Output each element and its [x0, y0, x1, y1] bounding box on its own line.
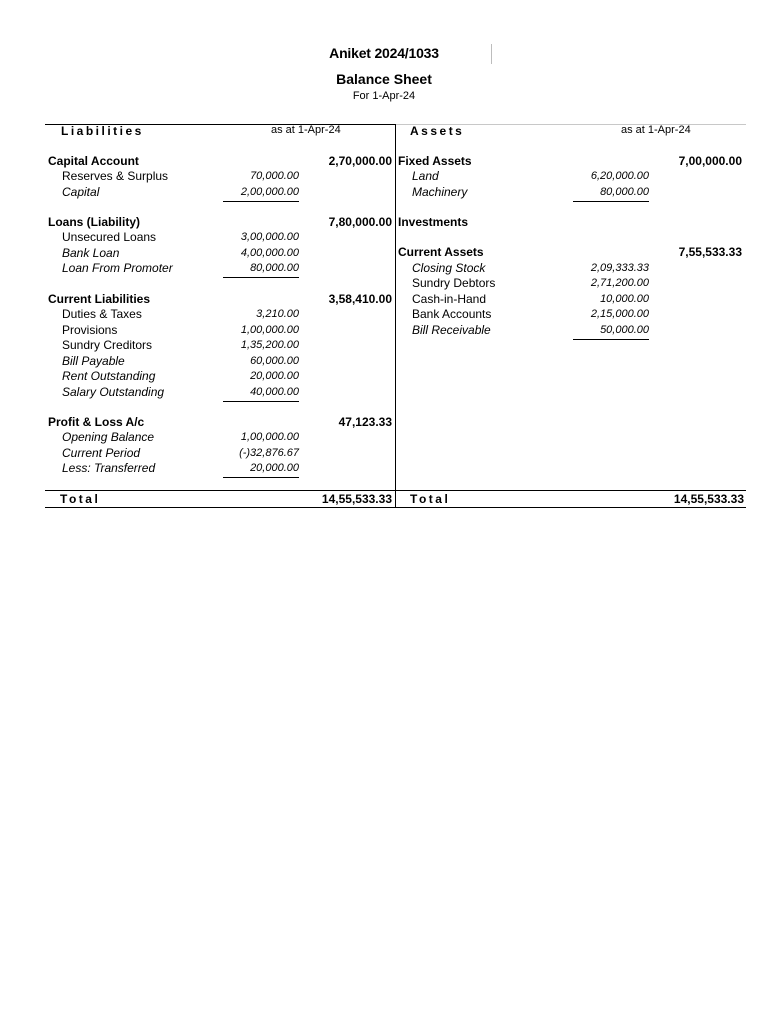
liability-item-amount: 1,35,200.00	[240, 339, 299, 351]
asset-item-amount: 10,000.00	[600, 293, 649, 305]
liability-item-amount: (-)32,876.67	[239, 447, 299, 459]
asset-group-total: 7,00,000.00	[678, 154, 742, 168]
liability-item-amount: 40,000.00	[250, 386, 299, 398]
asset-item-label: Bank Accounts	[412, 307, 492, 321]
asset-item-amount: 2,15,000.00	[590, 308, 649, 320]
subtotal-underline	[573, 201, 649, 202]
asset-item-label: Sundry Debtors	[412, 276, 496, 290]
subtotal-underline	[223, 401, 299, 402]
liabilities-date-heading: as at 1-Apr-24	[271, 124, 341, 136]
subtotal-underline	[223, 277, 299, 278]
liability-item-amount: 4,00,000.00	[240, 247, 299, 259]
liability-item-label: Opening Balance	[62, 430, 155, 444]
liability-item-amount: 1,00,000.00	[240, 324, 299, 336]
liability-group-current-liabilities: Current Liabilities	[48, 292, 151, 306]
liability-item-label: Bank Loan	[62, 246, 120, 260]
asset-group-fixed-assets: Fixed Assets	[398, 154, 472, 168]
liability-group-total: 2,70,000.00	[328, 154, 392, 168]
liability-item-label: Reserves & Surplus	[62, 169, 169, 183]
asset-group-current-assets: Current Assets	[398, 245, 484, 259]
report-title: Balance Sheet	[336, 71, 432, 87]
asset-group-investments: Investments	[398, 215, 469, 229]
asset-item-amount: 2,09,333.33	[590, 262, 649, 274]
liabilities-heading: Liabilities	[61, 124, 144, 138]
asset-item-label: Cash-in-Hand	[412, 292, 487, 306]
asset-item-amount: 6,20,000.00	[590, 170, 649, 182]
liability-item-label: Less: Transferred	[62, 461, 156, 475]
liability-item-label: Duties & Taxes	[62, 307, 142, 321]
liability-item-amount: 1,00,000.00	[240, 431, 299, 443]
liability-item-amount: 2,00,000.00	[240, 186, 299, 198]
liability-group-capital-account: Capital Account	[48, 154, 139, 168]
asset-item-label: Land	[412, 169, 439, 183]
liability-group-total: 3,58,410.00	[328, 292, 392, 306]
report-period: For 1-Apr-24	[352, 90, 416, 102]
asset-item-amount: 2,71,200.00	[590, 277, 649, 289]
liability-item-amount: 20,000.00	[250, 370, 299, 382]
liability-group-profit-loss: Profit & Loss A/c	[48, 415, 145, 429]
liability-item-label: Rent Outstanding	[62, 369, 156, 383]
liabilities-total-amount: 14,55,533.33	[321, 492, 392, 506]
subtotal-underline	[223, 477, 299, 478]
column-divider	[395, 124, 396, 508]
liability-item-amount: 70,000.00	[250, 170, 299, 182]
liability-group-total: 47,123.33	[338, 415, 392, 429]
liability-item-amount: 20,000.00	[250, 462, 299, 474]
liability-item-label: Bill Payable	[62, 354, 125, 368]
asset-item-label: Closing Stock	[412, 261, 486, 275]
liability-item-amount: 3,00,000.00	[240, 231, 299, 243]
balance-sheet-table	[45, 124, 746, 508]
header-divider	[491, 44, 492, 64]
liabilities-total-label: Total	[60, 492, 101, 506]
asset-item-amount: 80,000.00	[600, 186, 649, 198]
liability-item-label: Unsecured Loans	[62, 230, 157, 244]
liability-group-total: 7,80,000.00	[328, 215, 392, 229]
asset-group-total: 7,55,533.33	[678, 245, 742, 259]
totals-bottom-rule	[45, 507, 746, 508]
totals-top-rule	[45, 490, 746, 491]
liability-item-label: Salary Outstanding	[62, 385, 165, 399]
asset-item-label: Bill Receivable	[412, 323, 491, 337]
liability-group-loans: Loans (Liability)	[48, 215, 141, 229]
liability-item-amount: 3,210.00	[256, 308, 299, 320]
asset-item-label: Machinery	[412, 185, 468, 199]
assets-heading: Assets	[410, 124, 465, 138]
company-name: Aniket 2024/1033	[329, 45, 439, 61]
liability-item-label: Loan From Promoter	[62, 261, 173, 275]
liability-item-label: Provisions	[62, 323, 118, 337]
liability-item-label: Sundry Creditors	[62, 338, 153, 352]
liability-item-amount: 80,000.00	[250, 262, 299, 274]
asset-item-amount: 50,000.00	[600, 324, 649, 336]
subtotal-underline	[223, 201, 299, 202]
liability-item-amount: 60,000.00	[250, 355, 299, 367]
subtotal-underline	[573, 339, 649, 340]
assets-date-heading: as at 1-Apr-24	[621, 124, 691, 136]
assets-total-label: Total	[410, 492, 451, 506]
liability-item-label: Current Period	[62, 446, 141, 460]
liability-item-label: Capital	[62, 185, 100, 199]
assets-total-amount: 14,55,533.33	[673, 492, 744, 506]
